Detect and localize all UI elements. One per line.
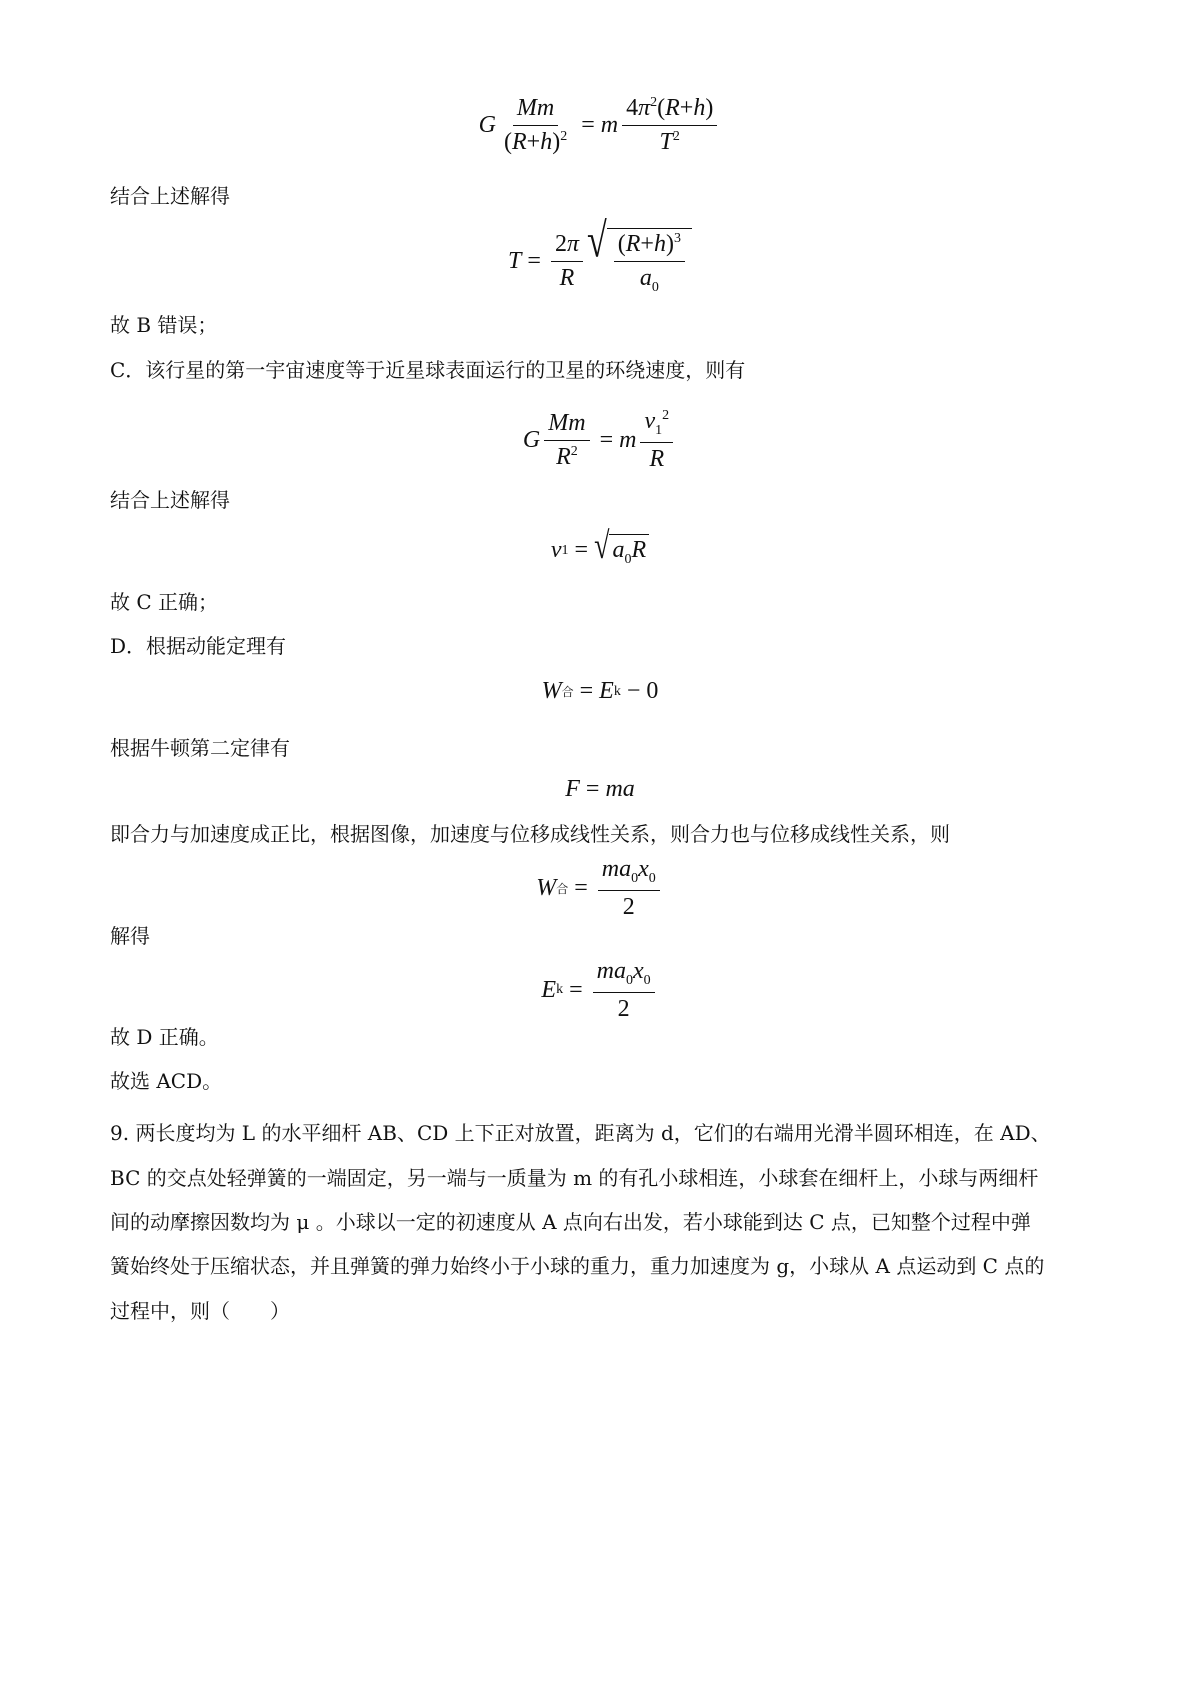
equation-v1: v 1 = √ $a_0R$ bbox=[0, 534, 1200, 568]
equation-work-result: W 合 = $\frac{ma_0x_0}{2}$ bbox=[0, 856, 1200, 921]
text-line: 即合力与加速度成正比，根据图像，加速度与位移成线性关系，则合力也与位移成线性关系，则 bbox=[110, 822, 950, 846]
question-9-line: 过程中，则（ ） bbox=[110, 1299, 290, 1323]
question-9-line: 9. 两长度均为 L 的水平细杆 AB、CD 上下正对放置，距离为 d，它们的右端用光滑半圆环相连，在 AD、 bbox=[110, 1121, 1051, 1145]
equation-work-energy: W 合 = E k − 0 bbox=[541, 678, 659, 704]
text-line: 根据牛顿第二定律有 bbox=[110, 736, 290, 760]
text-line: C．该行星的第一宇宙速度等于近星球表面运行的卫星的环绕速度，则有 bbox=[110, 358, 746, 382]
text-line: 结合上述解得 bbox=[110, 488, 230, 512]
equation-newton-second: F = ma bbox=[565, 776, 635, 802]
text-line: D．根据动能定理有 bbox=[110, 634, 287, 658]
question-9-line: 簧始终处于压缩状态，并且弹簧的弹力始终小于小球的重力，重力加速度为 g，小球从 A 点运动到 C 点的 bbox=[110, 1254, 1045, 1278]
equation-ek-result: E k = $\frac{ma_0x_0}{2}$ bbox=[0, 958, 1200, 1023]
text-line: 故选 ACD。 bbox=[110, 1069, 223, 1093]
equation-period-result: T = $\frac{2\pi}{R}$ √ $\frac{(R+h)^3}{a_0}$ bbox=[0, 228, 1200, 296]
text-line: 故 B 错误； bbox=[110, 313, 218, 337]
question-number: 9. bbox=[110, 1121, 130, 1145]
question-9-line: 间的动摩擦因数均为 μ 。小球以一定的初速度从 A 点向右出发，若小球能到达 C 点，已知整个过程中弹 bbox=[110, 1210, 1031, 1234]
text-line: 故 C 正确； bbox=[110, 590, 219, 614]
text-line: 解得 bbox=[110, 924, 150, 948]
equation-gravity-period: G $\frac{Mm}{(R+h)^2}$ = m $\frac{4\pi^2(R+h)}{T^2}$ bbox=[0, 95, 1200, 156]
text-line: 故 D 正确。 bbox=[110, 1025, 219, 1049]
question-9-line: BC 的交点处轻弹簧的一端固定，另一端与一质量为 m 的有孔小球相连，小球套在细杆上，小球与两细杆 bbox=[110, 1166, 1039, 1190]
equation-first-cosmic-speed: G $\frac{Mm}{R^2}$ = m $\frac{v_1^2}{R}$ bbox=[0, 408, 1200, 473]
text-line: 结合上述解得 bbox=[110, 184, 230, 208]
